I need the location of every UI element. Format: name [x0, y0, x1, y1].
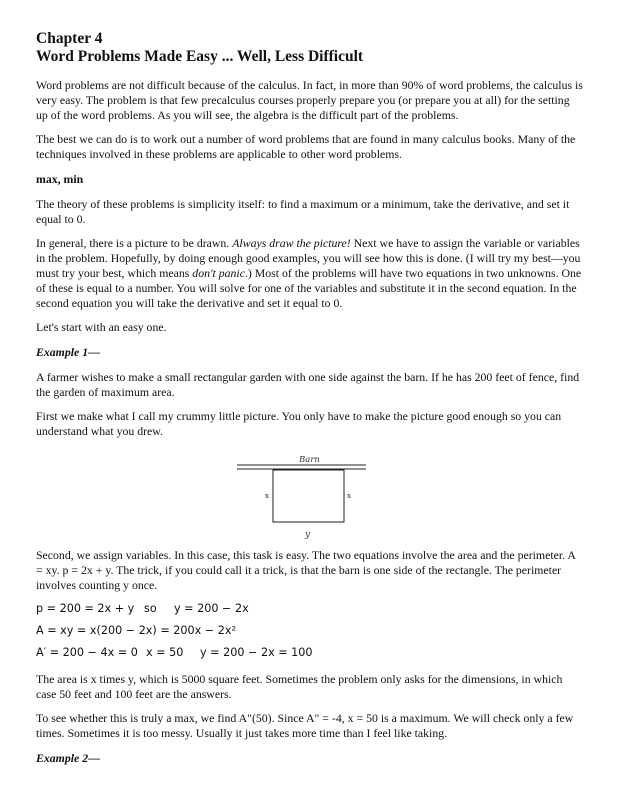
- general-text-3: .) Most of the problems will have two equations in two unknowns. One of these is equal to a number. You will solve for one of the variables and substitute it in the second equation. In the second equation you will take the derivative and set it equal to 0.: [36, 266, 582, 310]
- general-emphasis-draw: Always draw the picture!: [232, 236, 351, 250]
- bottom-side-label: y: [305, 530, 311, 540]
- eq3-x-value: x = 50: [146, 646, 184, 659]
- chapter-title: Word Problems Made Easy ... Well, Less Difficult: [36, 48, 364, 65]
- eq1-perimeter: p = 200 = 2x + y: [36, 602, 135, 615]
- general-text-1: In general, there is a picture to be drawn.: [36, 236, 233, 250]
- eq1-solve-y: y = 200 − 2x: [174, 602, 249, 615]
- example-1-heading: Example 1—: [36, 345, 100, 359]
- eq1-so: so: [144, 602, 157, 615]
- garden-sketch: [36, 448, 584, 542]
- paragraph-crummy-picture: First we make what I call my crummy little picture. You only have to make the picture good enough so you can understand what you drew.: [36, 409, 562, 438]
- paragraph-area-answer: The area is x times y, which is 5000 square feet. Sometimes the problem only asks for the dimensions, in which case 50 feet and 100 feet are the answers.: [36, 672, 563, 701]
- section-heading-max-min: max, min: [36, 172, 84, 186]
- paragraph-easy-one: Let's start with an easy one.: [36, 320, 167, 334]
- garden-figure: [36, 448, 584, 542]
- paragraph-max-check: To see whether this is truly a max, we find A"(50). Since A" = -4, x = 50 is a maximum. We will check only a few times. Sometimes it is too messy. Usually it just takes more time than I feel like taking.: [36, 711, 574, 740]
- paragraph-intro: Word problems are not difficult because of the calculus. In fact, in more than 90% of word problems, the calculus is very easy. The problem is that few precalculus courses properly prepare you (or prepare you at all) for the setting up of the word problems. As you will see, the algebra is the difficult part of the problems.: [36, 78, 583, 122]
- eq3-y-value: y = 200 − 2x = 100: [200, 646, 313, 659]
- barn-label: Barn: [299, 455, 320, 465]
- garden-rectangle: [273, 470, 344, 522]
- example-2-heading: Example 2—: [36, 751, 100, 765]
- eq2-area: A = xy = x(200 − 2x) = 200x − 2x²: [36, 624, 236, 637]
- paragraph-farmer-problem: A farmer wishes to make a small rectangular garden with one side against the barn. If he has 200 feet of fence, find the garden of maximum area.: [36, 370, 580, 399]
- equation-line-2: [36, 624, 584, 638]
- general-text-2: Next we have to assign the variable or variables in the problem. Hopefully, by doing enough good examples, you will see how this is done. (I will try my best—you must try your best, which means: [36, 236, 581, 280]
- document-page: [36, 30, 584, 775]
- left-side-label: x: [265, 492, 269, 500]
- paragraph-theory: The theory of these problems is simplicity itself: to find a maximum or a minimum, take the derivative, and set it equal to 0.: [36, 197, 570, 226]
- equation-line-1: [36, 602, 584, 616]
- paragraph-assign-variables: Second, we assign variables. In this case, this task is easy. The two equations involve the area and the perimeter. A = xy. p = 2x + y. The trick, if you could call it a trick, is that the barn is one side of the rectangle. The perimeter involves counting y once.: [36, 548, 576, 592]
- paragraph-general: [36, 236, 584, 311]
- general-emphasis-panic: don't panic: [192, 266, 245, 280]
- equation-line-3: [36, 646, 584, 660]
- paragraph-techniques: The best we can do is to work out a number of word problems that are found in many calculus books. Many of the techniques involved in these problems are applicable to other word problems.: [36, 132, 576, 161]
- chapter-number: Chapter 4: [36, 30, 103, 47]
- eq3-derivative: A′ = 200 − 4x = 0: [36, 646, 138, 659]
- right-side-label: x: [347, 492, 351, 500]
